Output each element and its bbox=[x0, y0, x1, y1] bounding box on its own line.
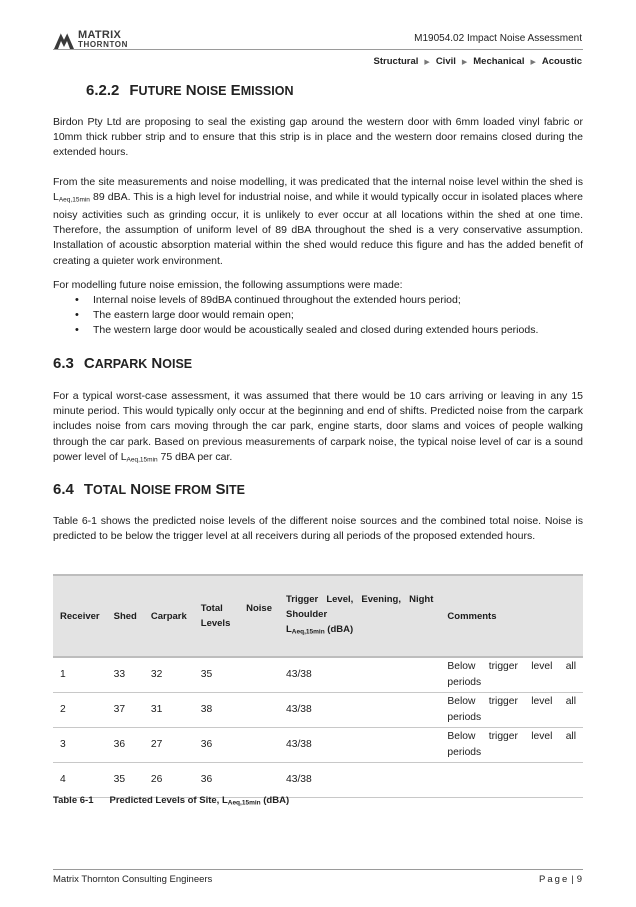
footer-divider bbox=[53, 869, 583, 870]
logo-line2: THORNTON bbox=[78, 40, 128, 49]
column-header-receiver: Receiver bbox=[53, 575, 107, 657]
heading-6-3: 6.3 CARPARK NOISE bbox=[53, 355, 193, 372]
triangle-right-icon: ▶ bbox=[461, 58, 468, 66]
document-id: M19054.02 Impact Noise Assessment bbox=[414, 33, 582, 44]
column-header-total-noise: Total Noise Levels bbox=[194, 575, 279, 657]
cell-trigger: 43/38 bbox=[279, 657, 440, 693]
list-item: • Internal noise levels of 89dBA continued throughout the extended hours period; bbox=[53, 293, 583, 308]
cell-shed: 36 bbox=[107, 728, 144, 763]
cell-comment: Below trigger level all periods bbox=[440, 728, 583, 763]
cell-total: 36 bbox=[194, 728, 279, 763]
cell-total: 38 bbox=[194, 693, 279, 728]
paragraph-carpark: For a typical worst-case assessment, it was assumed that there would be 10 cars arriving or leaving in any 15 minute period. This would typically only occur at the beginning and end of shifts. Predicted noise from the carpark includes noise from cars moving through the car park, engine starts, door slams and voices of people walking through the car park. Based on previous measurements of carpark noise, the typical noise level of car is a sound power level of $L_{Aeq,15min}$ 75 dBA per car. bbox=[53, 390, 583, 464]
cell-carpark: 32 bbox=[144, 657, 194, 693]
cell-comment bbox=[440, 763, 583, 798]
disciplines-breadcrumb bbox=[374, 56, 582, 67]
cell-shed: 33 bbox=[107, 657, 144, 693]
cell-trigger: 43/38 bbox=[279, 763, 440, 798]
cell-receiver: 2 bbox=[53, 693, 107, 728]
paragraph-table-intro: Table 6-1 shows the predicted noise levels of the different noise sources and the combined total noise. Noise is predicted to be below the trigger level at all receivers during all periods of the proposed extended hours. bbox=[53, 515, 583, 543]
discipline-civil: Civil bbox=[435, 56, 456, 67]
paragraph-seal-door: Birdon Pty Ltd are proposing to seal the existing gap around the western door with 6mm loaded vinyl fabric or 10mm thick rubber strip and to ensure that this strip is in place and the western door remains closed during the extended hours. bbox=[53, 116, 583, 159]
heading-6-2-2: 6.2.2 FUTURE NOISE EMISSION bbox=[86, 82, 294, 99]
table-row bbox=[53, 728, 583, 763]
heading-6-4: 6.4 TOTAL NOISE FROM SITE bbox=[53, 481, 245, 498]
table-row bbox=[53, 657, 583, 693]
list-item: • The eastern large door would remain open; bbox=[53, 308, 583, 323]
column-header-trigger-level: Trigger Level, Evening, Night Shoulder $L_{Aeq,15min}$ (dBA) bbox=[279, 575, 440, 657]
logo-line1: MATRIX bbox=[78, 29, 122, 41]
discipline-mechanical: Mechanical bbox=[473, 56, 525, 67]
paragraph-site-measurements: From the site measurements and noise modelling, it was predicated that the internal noise level within the shed is $L_{Aeq,15min}$ 89 dBA. This is a high level for industrial noise, and while it would typically occur in isolated places where noisy activities such as grinding occur, it is unlikely to ever occur at all locations within the shed at one time. Therefore, the assumption of uniform level of 89 dBA throughout the shed is a very conservative assumption. Installation of acoustic absorption material within the shed would reduce this figure and has the added benefit of creating a quieter work environment. bbox=[53, 176, 583, 267]
column-header-shed: Shed bbox=[107, 575, 144, 657]
table-row bbox=[53, 763, 583, 798]
logo-wordmark bbox=[78, 31, 128, 49]
cell-carpark: 26 bbox=[144, 763, 194, 798]
cell-trigger: 43/38 bbox=[279, 728, 440, 763]
table-caption: Table 6-1 Predicted Levels of Site, $L_{Aeq,15min}$ (dBA) bbox=[53, 795, 290, 807]
matrix-thornton-logo-icon bbox=[53, 30, 75, 50]
cell-carpark: 31 bbox=[144, 693, 194, 728]
cell-comment: Below trigger level all periods bbox=[440, 693, 583, 728]
discipline-acoustic: Acoustic bbox=[541, 56, 582, 67]
cell-shed: 37 bbox=[107, 693, 144, 728]
table-row bbox=[53, 693, 583, 728]
footer-company: Matrix Thornton Consulting Engineers bbox=[53, 874, 213, 885]
list-item: • The western large door would be acoustically sealed and closed during extended hours periods. bbox=[53, 323, 583, 338]
cell-trigger: 43/38 bbox=[279, 693, 440, 728]
cell-total: 35 bbox=[194, 657, 279, 693]
paragraph-assumptions-intro: For modelling future noise emission, the following assumptions were made: bbox=[53, 279, 403, 291]
cell-receiver: 1 bbox=[53, 657, 107, 693]
page-number: Page | 9 bbox=[539, 874, 582, 885]
cell-shed: 35 bbox=[107, 763, 144, 798]
column-header-carpark: Carpark bbox=[144, 575, 194, 657]
discipline-structural: Structural bbox=[373, 56, 419, 67]
predicted-levels-table bbox=[53, 574, 583, 798]
triangle-right-icon: ▶ bbox=[424, 58, 430, 66]
cell-carpark: 27 bbox=[144, 728, 194, 763]
table-header-row bbox=[53, 575, 583, 657]
cell-receiver: 3 bbox=[53, 728, 107, 763]
header-divider bbox=[53, 49, 583, 50]
cell-receiver: 4 bbox=[53, 763, 107, 798]
cell-comment: Below trigger level all periods bbox=[440, 657, 583, 693]
assumptions-list bbox=[53, 293, 583, 339]
column-header-comments: Comments bbox=[440, 575, 583, 657]
cell-total: 36 bbox=[194, 763, 279, 798]
triangle-right-icon: ▶ bbox=[530, 58, 536, 66]
